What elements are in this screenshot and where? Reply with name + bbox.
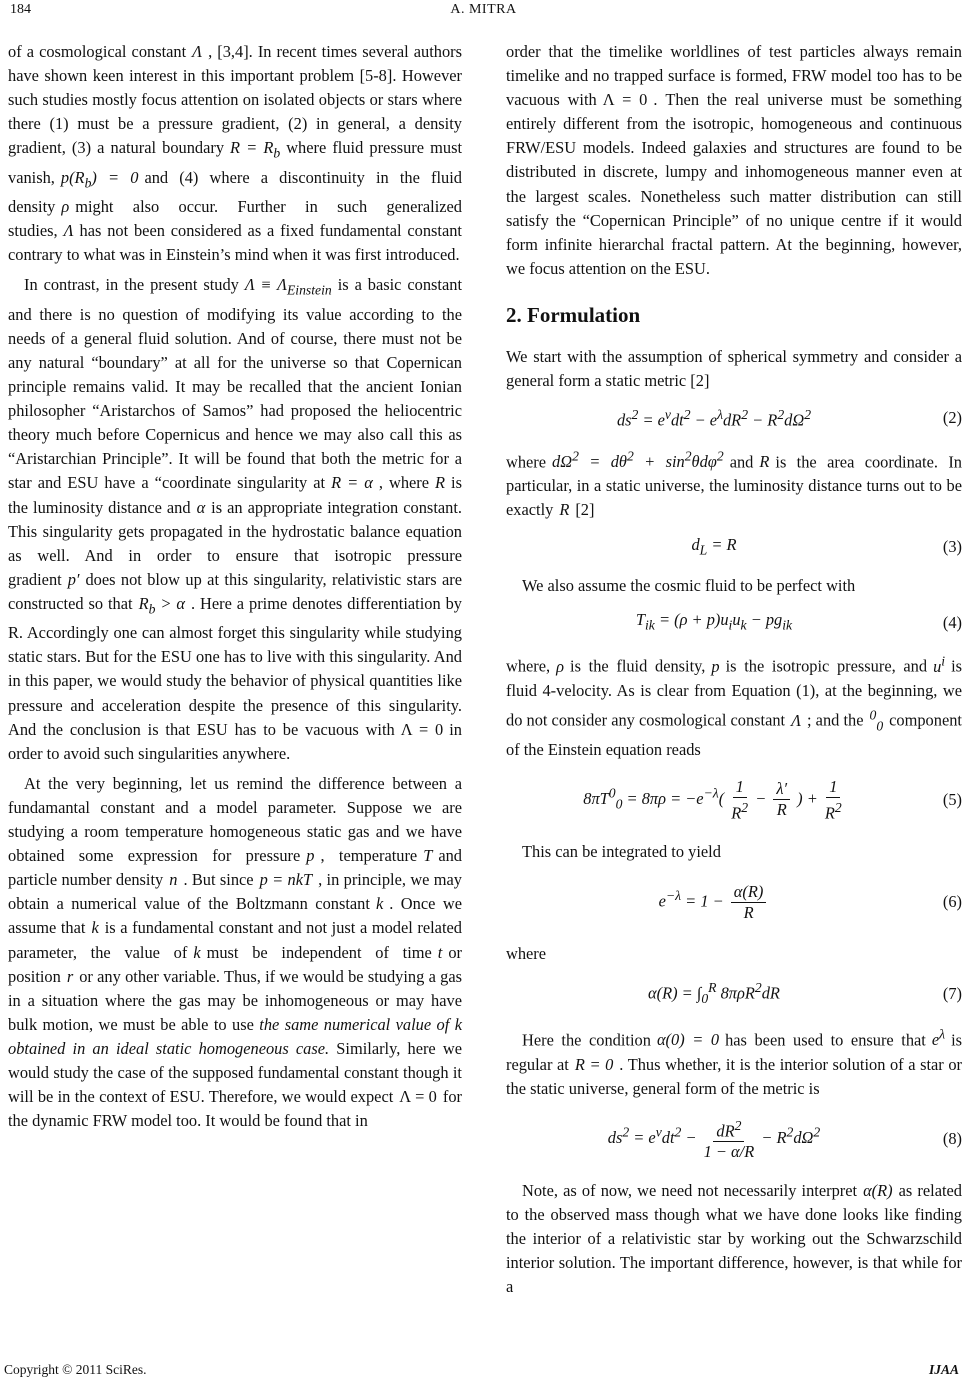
running-title: A. MITRA: [450, 2, 517, 17]
paragraph: In contrast, in the present study $\Lambda \equiv \Lambda_{Einstein}$ is a basic constant and there is no question of modifying its value according to the needs of a general fluid solution. And of course, there must not be any natural “boundary” at all for the universe so that Copernican principle remains valid. It may be recalled that the ancient Ionian philosopher “Aristarchos of Samos” had proposed the heliocentric theory much before Copernicus and hence we may also call this as “Aristarchian Principle”. It will be found that both the metric for a star and ESU have a “coordinate singularity at R = α , where R is the luminosity distance and α is an appropriate integration constant. This singularity gets propagated in the hydrostatic balance equation as well. And in order to ensure that isotropic pressure gradient p′ does not blow up at this singularity, relativistic stars are constructed so that $R_b > \alpha$ . Here a prime denotes differentiation by R. Accordingly one can almost forget this singularity while studying static stars. But for the ESU one has to live with this singularity. And in this paper, we would study the behavior of physical quantities like pressure and acceleration despite the presence of this singularity. And the conclusion is that ESU has to be vacuous with Λ = 0 in order to avoid such singularities anywhere.: [8, 275, 462, 763]
paragraph: This can be integrated to yield: [522, 841, 721, 861]
equation-5: $8\pi T^0_0 = 8\pi\rho = -e^{-\lambda}$( $\frac{1}{R^2}$ − $\frac{\lambda'}{R}$ ) + $\frac{1}{R^2}$ (5): [583, 776, 962, 823]
paragraph: At the very beginning, let us remind the difference between a fundamantal constant and a model parameter. Suppose we are studying a room temperature homogeneous static gas and we have obtained some expression for pressure p , temperature T and particle number density n . But since p = nkT , in principle, we may obtain a numerical value of the Boltzmann constant k . Once we assume that k is a fundamental constant and not just a model related parameter, the value of k must be independent of time t or position r or any other variable. Thus, if we would be studying a gas in a situation where the gas may be inhomogeneous or may have bulk motion, we must be able to use the same numerical value of k obtained in an ideal static homogeneous case. Similarly, here we would study the case of the supposed fundamental constant though it will be in the context of ESU. Therefore, we would expect Λ = 0 for the dynamic FRW model too. It would be found that in: [8, 773, 462, 1131]
copyright-notice: Copyright © 2011 SciRes.: [4, 1362, 147, 1377]
paragraph: where $d\Omega^2 = d\theta^2 + \sin^2\theta d\varphi^2$ and R is the area coordinate. In particular, in a static universe, the luminosity distance turns out to be exactly R [2]: [506, 448, 962, 520]
paragraph: of a cosmological constant Λ , [3,4]. In recent times several authors have shown keen interest in this important problem [5-8]. However such studies mostly focus attention on isolated objects or stars where there (1) must be a pressure gradient, (2) in general, a density gradient, (3) a natural boundary $R = R_b$ where fluid pressure must vanish, $p(R_b) = 0$ and (4) where a discontinuity in the fluid density ρ might also occur. Further in such generalized studies, Λ has not been considered as a fixed fundamental constant contrary to what was in Einstein’s mind when it was first introduced.: [8, 42, 463, 265]
paragraph: where, ρ is the fluid density, p is the isotropic pressure, and $u^i$ is fluid 4-velocity. As is clear from Equation (1), at the beginning, we do not consider any cosmological constant Λ ; and the $^0_0$ component of the Einstein equation reads: [506, 653, 962, 759]
paragraph: order that the timelike worldlines of test particles always remain timelike and no trapped surface is formed, FRW model too has to be vacuous with Λ = 0 . Then the real universe must be something entirely different from the isotropic, homogeneous and continuous FRW/ESU models. Indeed galaxies and structures are found to be distributed in discrete, lumpy and inhomogeneous manner even at the largest scales. Nonetheless such matter distribution can still satisfy the “Copernican Principle” of no unique centre if it would form infinite hierarchal fractal pattern. At the beginning, however, we focus attention on the ESU.: [506, 42, 962, 278]
journal-name: IJAA: [928, 1362, 959, 1377]
paragraph: We also assume the cosmic fluid to be perfect with: [522, 575, 856, 595]
left-column: [8, 40, 462, 1139]
section-heading: 2. Formulation: [506, 302, 641, 327]
page-number: 184: [10, 2, 31, 17]
paragraph: We start with the assumption of spherical symmetry and consider a general form a static metric [2]: [506, 347, 962, 391]
paragraph: Here the condition α(0) = 0 has been used to ensure that $e^\lambda$ is regular at R = 0 . Thus whether, it is the interior solution of a star or the static universe, general form of the metric is: [506, 1027, 962, 1098]
paragraph: where: [506, 944, 547, 964]
right-column: [506, 40, 962, 1305]
equation-7: $\alpha(R) = \int_0^R$ 8πρR$^2$dR (7): [648, 980, 962, 1006]
equation-4: $T_{ik} = (\rho + p)u_iu_k - pg_{ik}$ (4): [635, 610, 962, 633]
equation-8: $ds^2 = e^\nu dt^2$ − $\frac{dR^2}{1 - \alpha/R}$ − $R^2d\Omega^2$ (8): [607, 1117, 962, 1161]
equation-6: $e^{-\lambda} = 1$ − $\frac{\alpha(R)}{R}$ (6): [658, 881, 962, 922]
equation-2: $ds^2 = e^\nu dt^2 - e^\lambda dR^2 - R^2d\Omega^2$ (2): [616, 407, 962, 430]
equation-3: $d_L = R$ (3): [691, 534, 962, 557]
paragraph: Note, as of now, we need not necessarily interpret α(R) as related to the observed mass though what we have done looks like finding the interior of a relativistic star by working out the Schwarzschild interior solution. The important difference, however, is that while for a: [506, 1180, 962, 1297]
